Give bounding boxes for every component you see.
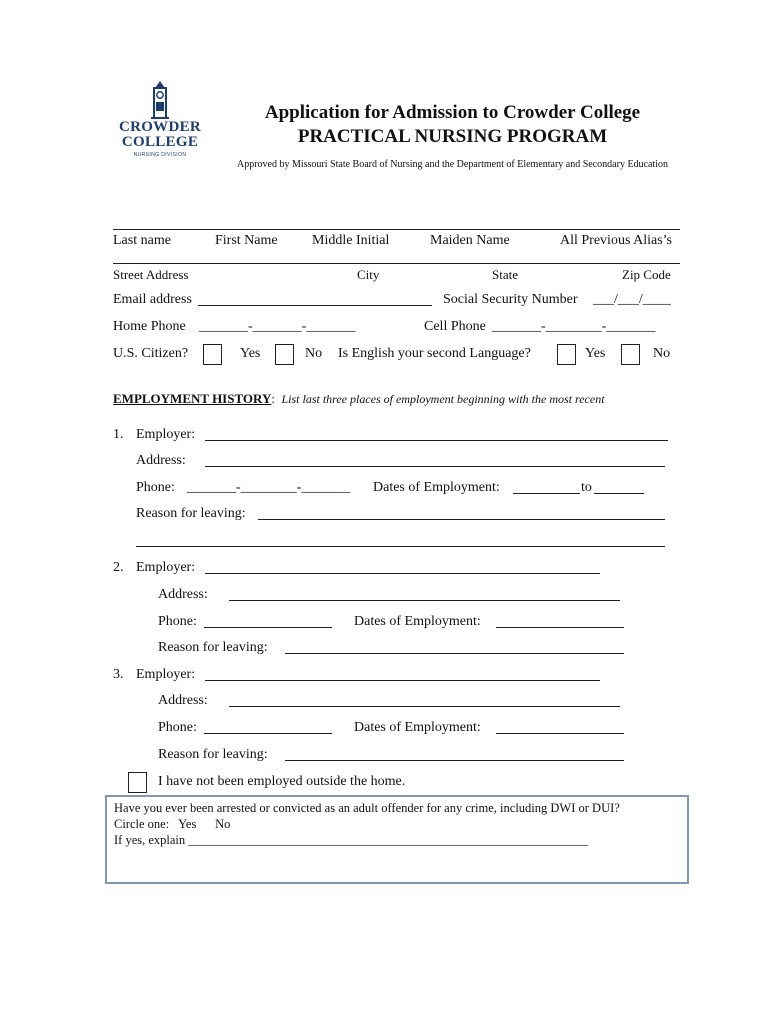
citizen-no-checkbox[interactable]: [275, 344, 294, 365]
employer-2-reason-field[interactable]: [285, 653, 624, 654]
arrest-yes-option[interactable]: Yes: [178, 817, 197, 831]
employer-3-phone-field[interactable]: [204, 733, 332, 734]
employer-3-field[interactable]: [205, 680, 600, 681]
employer-1-address-label: Address:: [136, 453, 186, 468]
employer-3-address-label: Address:: [158, 693, 208, 708]
middle-initial-label: Middle Initial: [312, 233, 390, 248]
employer-1-dates-from[interactable]: [513, 493, 580, 494]
employer-1-phone-label: Phone:: [136, 480, 175, 495]
approval-note: Approved by Missouri State Board of Nursing and the Department of Elementary and Secondary Education: [236, 159, 668, 170]
employer-3-label: Employer:: [136, 667, 196, 682]
employer-1-reason-label: Reason for leaving:: [136, 506, 246, 521]
not-employed-checkbox[interactable]: [128, 772, 147, 793]
employment-title: EMPLOYMENT HISTORY: [113, 391, 272, 406]
city-label: City: [357, 267, 380, 282]
street-label: Street Address: [113, 267, 189, 282]
employer-2-address-field[interactable]: [229, 600, 620, 601]
employer-1-dates-label: Dates of Employment:: [373, 480, 500, 495]
english-no-label: No: [653, 346, 671, 361]
zip-label: Zip Code: [622, 267, 671, 282]
employment-heading: [113, 391, 605, 407]
english-question: Is English your second Language?: [338, 346, 531, 361]
alias-label: All Previous Alias’s: [560, 233, 673, 248]
employer-1-field[interactable]: [205, 440, 668, 441]
employer-2-phone-label: Phone:: [158, 614, 197, 629]
address-line[interactable]: [113, 263, 680, 264]
english-yes-checkbox[interactable]: [557, 344, 576, 365]
citizen-no-label: No: [305, 346, 323, 361]
employer-2-field[interactable]: [205, 573, 600, 574]
employment-colon: :: [271, 391, 275, 406]
employer-1-number: 1.: [113, 427, 124, 442]
employer-1-reason-field[interactable]: [258, 519, 665, 520]
first-name-label: First Name: [215, 233, 278, 248]
home-phone-label: Home Phone: [113, 319, 186, 334]
employer-3-phone-label: Phone:: [158, 720, 197, 735]
logo-division: NURSING DIVISION: [133, 152, 187, 158]
employer-3-reason-label: Reason for leaving:: [158, 747, 268, 762]
employer-2-label: Employer:: [136, 560, 196, 575]
logo-crowder: CROWDER: [118, 119, 202, 135]
form-title: Application for Admission to Crowder College: [264, 102, 641, 123]
circle-one-row: [114, 816, 680, 832]
form-subtitle: PRACTICAL NURSING PROGRAM: [297, 126, 608, 147]
citizen-yes-checkbox[interactable]: [203, 344, 222, 365]
last-name-label: Last name: [113, 233, 171, 248]
home-phone-field[interactable]: _______-_______-_______: [199, 319, 356, 334]
employer-3-reason-field[interactable]: [285, 760, 624, 761]
logo-college: COLLEGE: [121, 134, 199, 150]
explain-row: [114, 832, 680, 848]
employer-1-label: Employer:: [136, 427, 196, 442]
employer-2-phone-field[interactable]: [204, 627, 332, 628]
employer-1-dates-to: to: [581, 480, 592, 495]
employer-1-address-field[interactable]: [205, 466, 665, 467]
english-yes-label: Yes: [585, 346, 606, 361]
employer-1-phone-field[interactable]: _______-________-_______: [187, 480, 351, 495]
employer-1-reason-field-2[interactable]: [136, 546, 665, 547]
explain-field[interactable]: ________________________________________________________________: [188, 833, 589, 847]
employer-1-dates-until[interactable]: [594, 493, 644, 494]
email-label: Email address: [113, 292, 192, 307]
employment-instruction: List last three places of employment beginning with the most recent: [281, 392, 605, 406]
circle-one-label: Circle one:: [114, 817, 170, 831]
cell-phone-label: Cell Phone: [424, 319, 486, 334]
employer-3-address-field[interactable]: [229, 706, 620, 707]
arrest-question-panel: [105, 795, 689, 884]
employer-3-dates-field[interactable]: [496, 733, 624, 734]
state-label: State: [492, 267, 518, 282]
arrest-question: Have you ever been arrested or convicted as an adult offender for any crime, including DWI or DUI?: [114, 801, 620, 815]
cell-phone-field[interactable]: _______-________-_______: [492, 319, 656, 334]
employer-2-address-label: Address:: [158, 587, 208, 602]
citizen-label: U.S. Citizen?: [113, 346, 189, 361]
employer-3-dates-label: Dates of Employment:: [354, 720, 481, 735]
employer-2-dates-label: Dates of Employment:: [354, 614, 481, 629]
name-line[interactable]: [113, 229, 680, 230]
arrest-no-option[interactable]: No: [215, 817, 231, 831]
employer-2-number: 2.: [113, 560, 124, 575]
email-field[interactable]: [198, 305, 432, 306]
citizen-yes-label: Yes: [240, 346, 261, 361]
explain-label: If yes, explain: [114, 833, 186, 847]
ssn-label: Social Security Number: [443, 292, 578, 307]
maiden-name-label: Maiden Name: [430, 233, 510, 248]
employer-2-reason-label: Reason for leaving:: [158, 640, 268, 655]
not-employed-label: I have not been employed outside the home.: [158, 774, 406, 789]
ssn-field[interactable]: ___/___/____: [593, 292, 671, 307]
employer-3-number: 3.: [113, 667, 124, 682]
english-no-checkbox[interactable]: [621, 344, 640, 365]
employer-2-dates-field[interactable]: [496, 627, 624, 628]
